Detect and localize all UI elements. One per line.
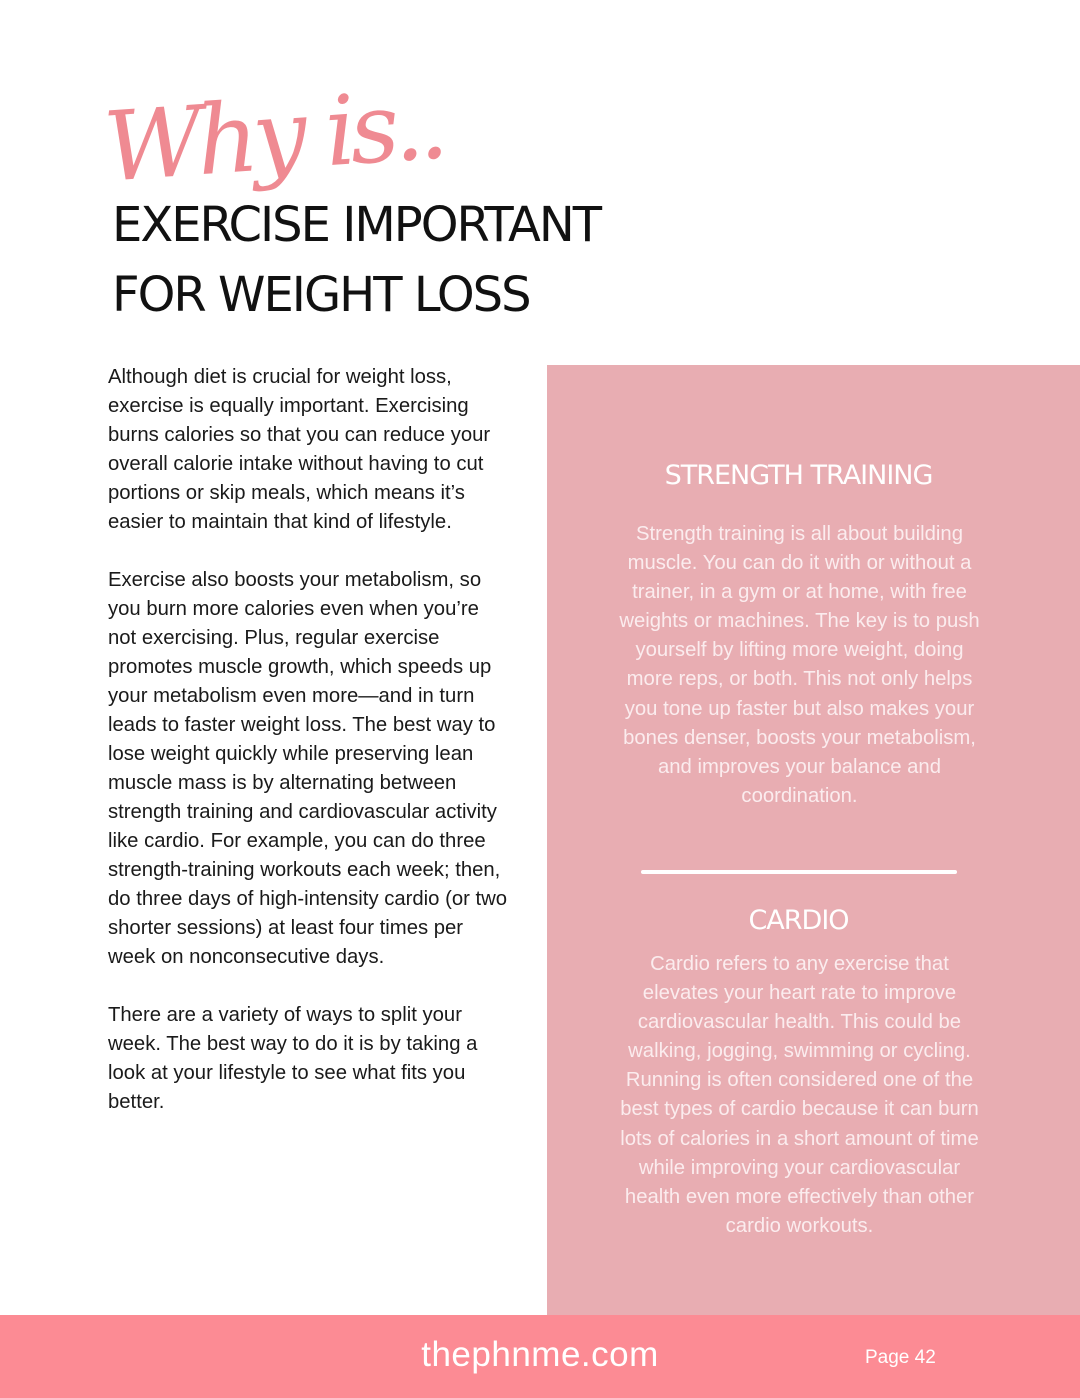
paragraph-3: There are a variety of ways to split your week. The best way to do it is by taking a look at your lifestyle to see what fits you better. (108, 1004, 478, 1113)
body-text (108, 363, 508, 1146)
script-title: Why is.. (100, 68, 446, 204)
strength-heading: STRENGTH TRAINING (664, 460, 933, 491)
divider (641, 870, 957, 874)
site-name: thephnme.com (421, 1335, 659, 1374)
page-number: Page 42 (865, 1347, 936, 1368)
title-line-2: FOR WEIGHT LOSS (112, 267, 530, 323)
strength-text: Strength training is all about building muscle. You can do it with or without a trainer, in a gym or at home, with free weights or machines. The key is to push yourself by lifting more weight, doing more reps, or both. This not only helps you tone up faster but also makes your bones denser, boosts your metabolism, and improves your balance and coordination. (619, 523, 980, 807)
paragraph-1: Although diet is crucial for weight loss, exercise is equally important. Exercising burns calories so that you can reduce your overall calorie intake without having to cut portions or skip meals, which means it’s easier to maintain that kind of lifestyle. (108, 366, 491, 533)
cardio-heading: CARDIO (748, 905, 849, 936)
footer (0, 1315, 1080, 1398)
sidebar-panel (547, 365, 1080, 1315)
cardio-text: Cardio refers to any exercise that elevates your heart rate to improve cardiovascular health. This could be walking, jogging, swimming or cycling. Running is often considered one of the best types of cardio because it can burn lots of calories in a short amount of time while improving your cardiovascular health even more effectively than other cardio workouts. (620, 953, 979, 1237)
page-title (112, 190, 600, 330)
paragraph-2: Exercise also boosts your metabolism, so you burn more calories even when you’re not exercising. Plus, regular exercise promotes muscle growth, which speeds up your metabolism even more—and in turn leads to faster weight loss. The best way to lose weight quickly while preserving lean muscle mass is by alternating between strength training and cardiovascular activity like cardio. For example, you can do three strength-training workouts each week; then, do three days of high-intensity cardio (or two shorter sessions) at least four times per week on nonconsecutive days. (108, 569, 508, 968)
title-line-1: EXERCISE IMPORTANT (112, 197, 601, 253)
